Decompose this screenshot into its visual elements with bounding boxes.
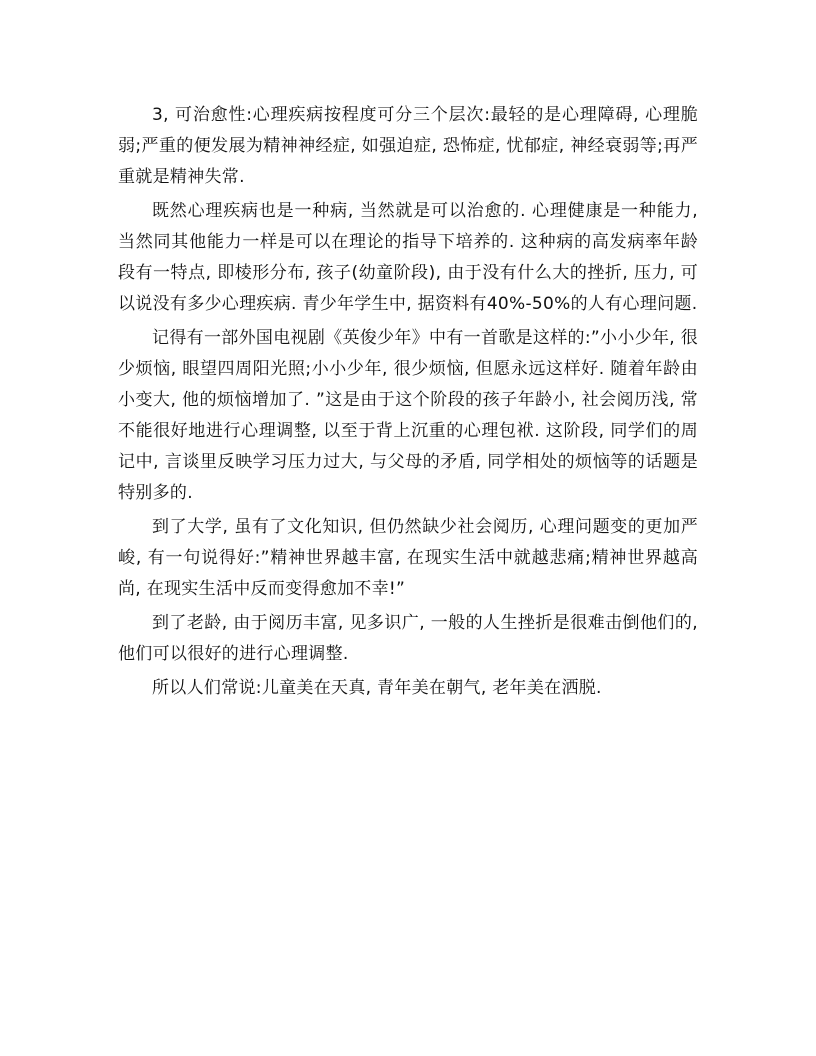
paragraph-curability: 3, 可治愈性:心理疾病按程度可分三个层次:最轻的是心理障碍, 心理脆弱;严重的便发展为精神神经症, 如强迫症, 恐怖症, 忧郁症, 神经衰弱等;再严重就是精神失常. bbox=[118, 105, 698, 187]
paragraph-age-distribution: 既然心理疾病也是一种病, 当然就是可以治愈的. 心理健康是一种能力, 当然同其他能力一样是可以在理论的指导下培养的. 这种病的高发病率年龄段有一特点, 即棱形分布, 孩子(幼童阶段), 由于没有什么大的挫折, 压力, 可以说没有多少心理疾病. 青少年学生中, 据资料有40%-50%的人有心理问题. bbox=[118, 201, 698, 314]
paragraph-old-age: 到了老龄, 由于阅历丰富, 见多识广, 一般的人生挫折是很难击倒他们的, 他们可以很好的进行心理调整. bbox=[118, 613, 698, 664]
paragraph-conclusion: 所以人们常说:儿童美在天真, 青年美在朝气, 老年美在洒脱. bbox=[152, 678, 602, 698]
paragraph-youth-song: 记得有一部外国电视剧《英俊少年》中有一首歌是这样的:”小小少年, 很少烦恼, 眼望四周阳光照;小小少年, 很少烦恼, 但愿永远这样好. 随着年龄由小变大, 他的烦恼增加了. ”这是由于这个阶段的孩子年龄小, 社会阅历浅, 常不能很好地进行心理调整, 以至于背上沉重的心理包袱. 这阶段, 同学们的周记中, 言谈里反映学习压力过大, 与父母的矛盾, 同学相处的烦恼等的话题是特别多的. bbox=[118, 328, 698, 503]
paragraph-university: 到了大学, 虽有了文化知识, 但仍然缺少社会阅历, 心理问题变的更加严峻, 有一句说得好:”精神世界越丰富, 在现实生活中就越悲痛;精神世界越高尚, 在现实生活中反而变得愈加不幸!” bbox=[118, 517, 698, 599]
document-body bbox=[118, 100, 698, 704]
